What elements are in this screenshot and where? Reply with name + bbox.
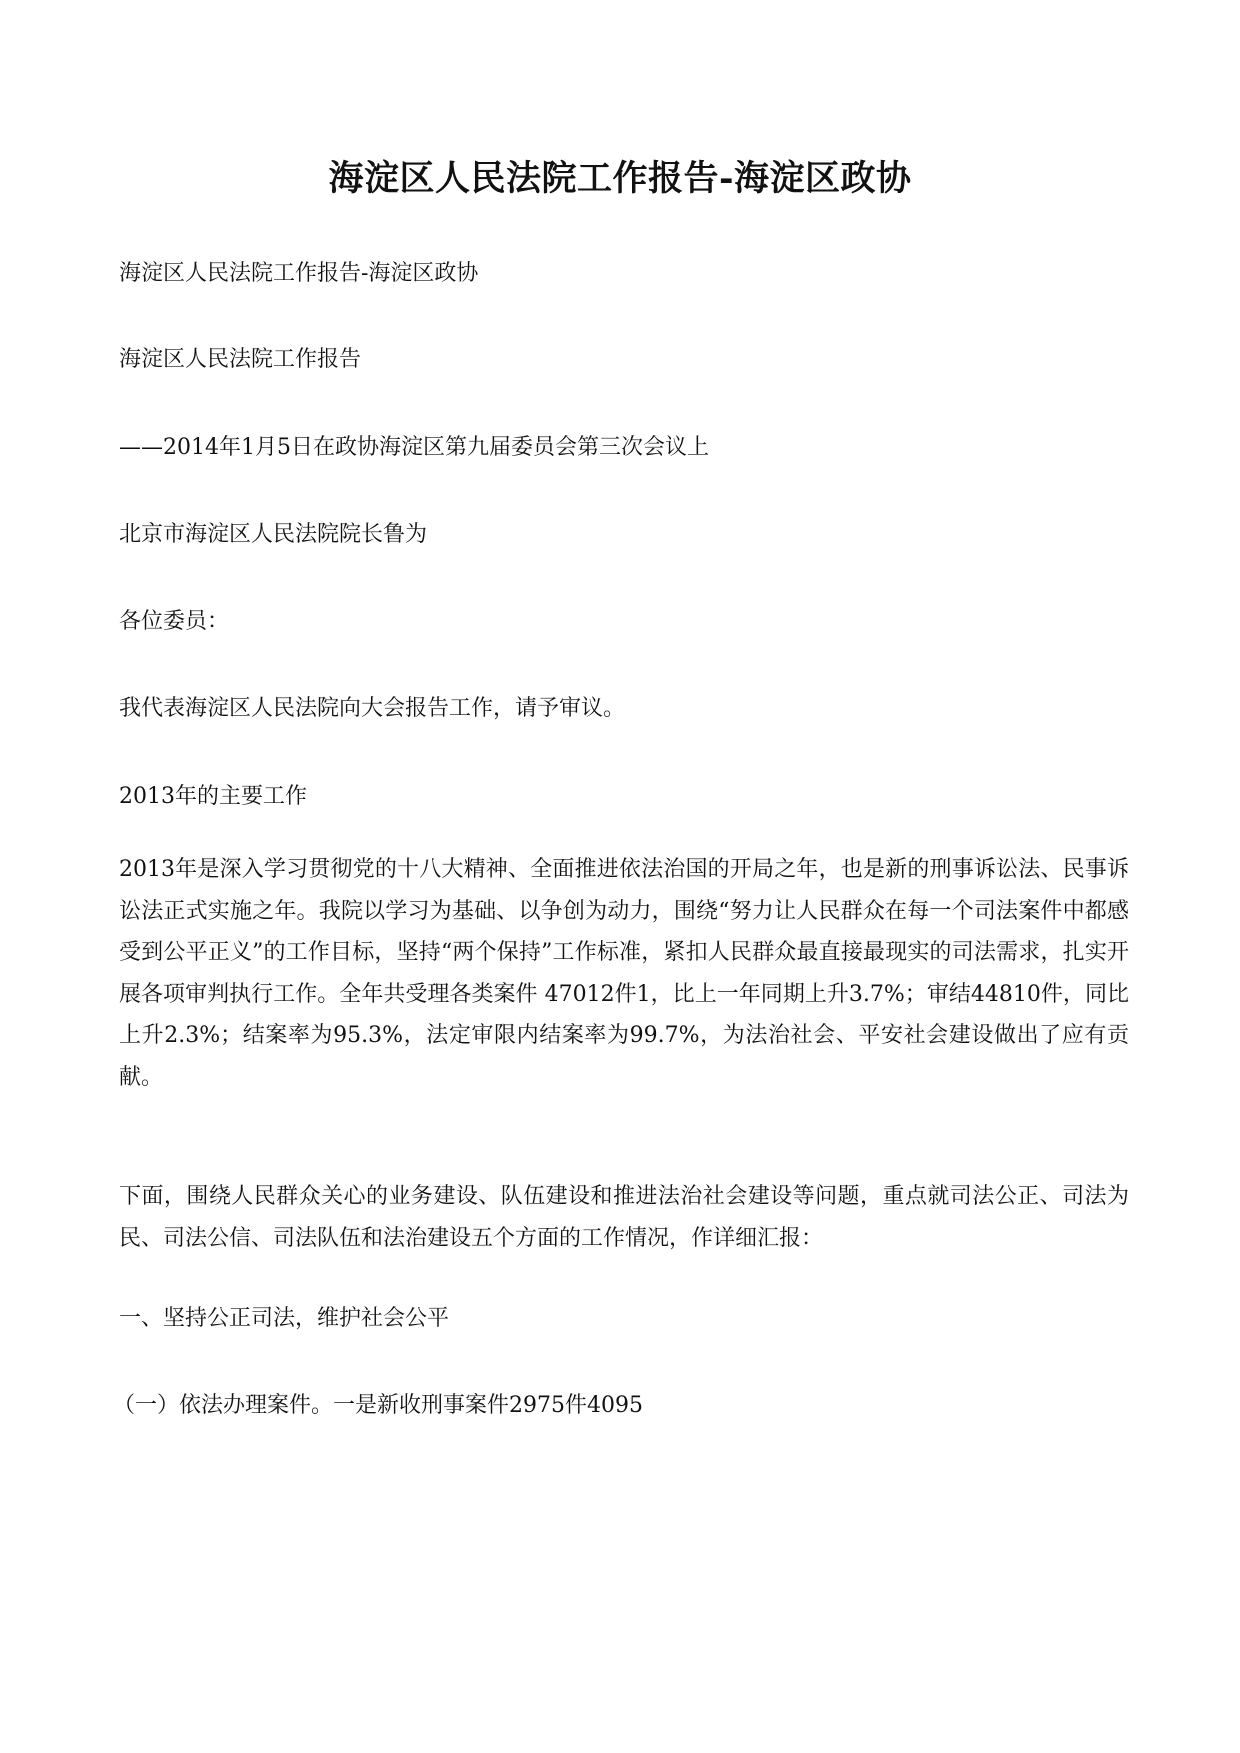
- document-title: 海淀区人民法院工作报告-海淀区政协: [328, 158, 912, 199]
- meeting-date-line: ——2014年1月5日在政协海淀区第九届委员会第三次会议上: [119, 435, 709, 460]
- summary-paragraph: 2013年是深入学习贯彻党的十八大精神、全面推进依法治国的开局之年，也是新的刑事诉讼法、民事诉讼法正式实施之年。我院以学习为基础、以争创为动力，围绕“努力让人民群众在每一个司法案件中都感受到公平正义”的工作目标，坚持“两个保持”工作标准，紧扣人民群众最直接最现实的司法需求，扎实开展各项审判执行工作。全年共受理各类案件 47012件1，比上一年同期上升3.7%；审结44810件，同比上升2.3%；结案率为95.3%，法定审限内结案率为99.7%，为法治社会、平安社会建设做出了应有贡献。: [119, 857, 1129, 1090]
- author-line: 北京市海淀区人民法院院长鲁为: [119, 522, 428, 547]
- section-item-1: （一）依法办理案件。一是新收刑事案件2975件4095: [113, 1393, 643, 1418]
- section-title-2013: 2013年的主要工作: [119, 784, 307, 809]
- salutation-line: 各位委员：: [119, 609, 230, 634]
- report-name-line: 海淀区人民法院工作报告: [119, 347, 362, 372]
- opening-line: 我代表海淀区人民法院向大会报告工作，请予审议。: [119, 696, 626, 721]
- section-heading-1: 一、坚持公正司法，维护社会公平: [119, 1306, 450, 1331]
- subtitle-line: 海淀区人民法院工作报告-海淀区政协: [119, 261, 479, 286]
- overview-paragraph: 下面，围绕人民群众关心的业务建设、队伍建设和推进法治社会建设等问题，重点就司法公正、司法为民、司法公信、司法队伍和法治建设五个方面的工作情况，作详细汇报：: [119, 1184, 1129, 1251]
